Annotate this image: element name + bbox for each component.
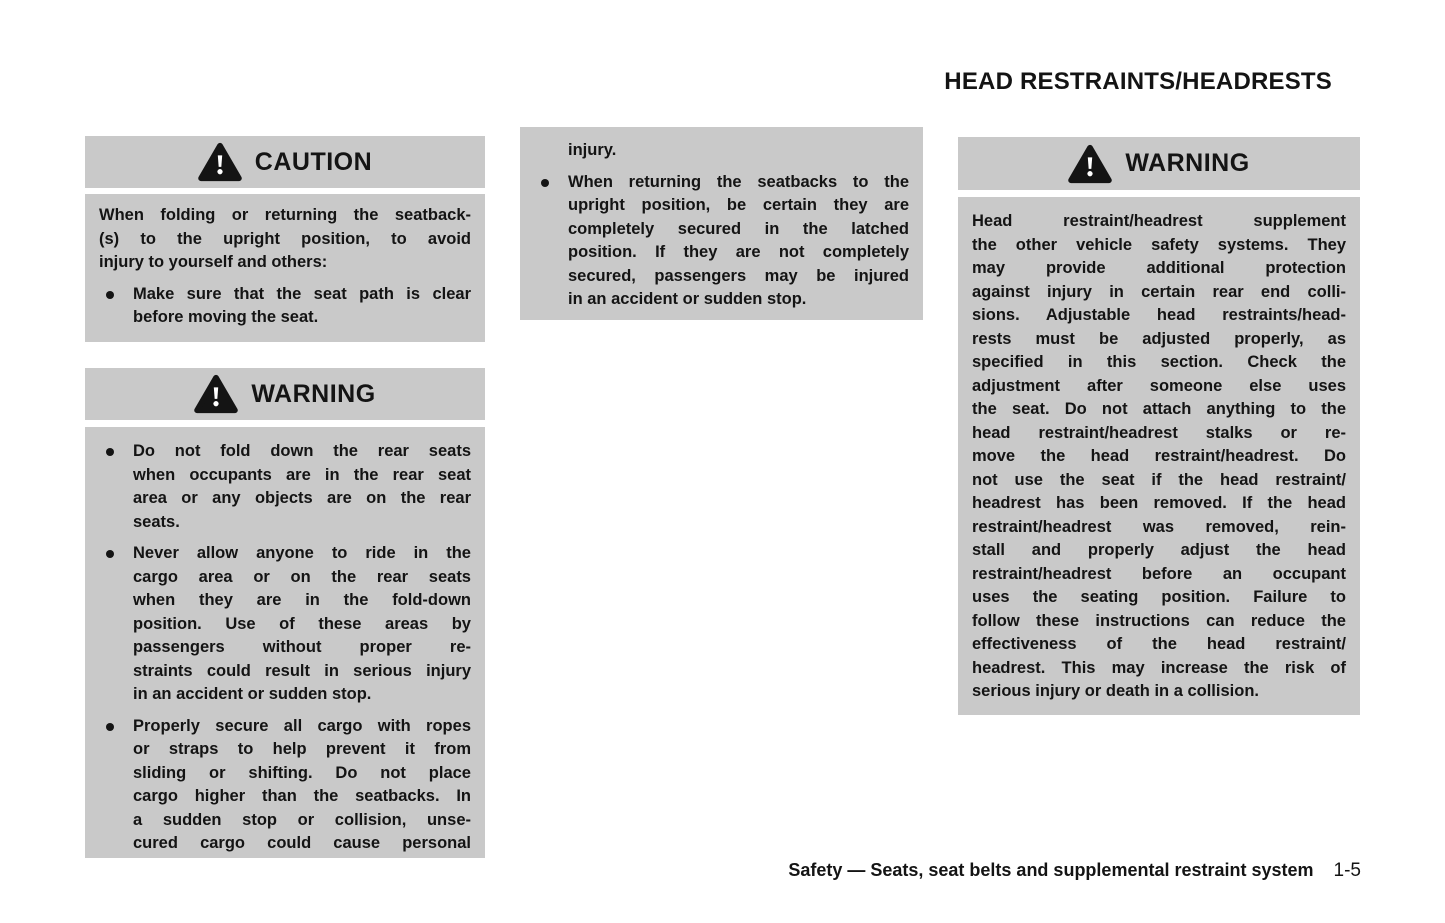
- warning-triangle-icon: [198, 142, 242, 182]
- warning-left-label: WARNING: [251, 379, 376, 408]
- caution-box-header: [85, 136, 485, 188]
- list-item: [99, 715, 471, 856]
- bullet-icon: [541, 179, 549, 187]
- list-item: [99, 440, 471, 534]
- list-item: [534, 171, 909, 312]
- warning-left-bullet-1: Do not fold down the rear seats when occupants are in the rear seat area or any objects are on the rear seats.: [133, 442, 471, 531]
- warning-continuation-box: [520, 127, 923, 320]
- middle-bullet-1: When returning the seatbacks to the upright position, be certain they are completely secured in the latched position. If they are not completely secured, passengers may be injured in an accident or sudden stop.: [568, 172, 909, 308]
- page-footer: [788, 860, 1361, 882]
- caution-intro-paragraph: When folding or returning the seatback- (s) to the upright position, to avoid injury to yourself and others:: [99, 206, 471, 271]
- page-title: HEAD RESTRAINTS/HEADRESTS: [944, 68, 1332, 95]
- caution-box-body: [85, 194, 485, 342]
- warning-box-right-body: [958, 197, 1360, 715]
- caution-label: CAUTION: [254, 147, 373, 176]
- bullet-icon: [106, 723, 114, 731]
- warning-box-left-body: [85, 427, 485, 858]
- warning-box-left-header: [85, 368, 485, 420]
- warning-right-label: WARNING: [1125, 149, 1250, 177]
- footer-section-title: Safety — Seats, seat belts and supplemental restraint system: [788, 860, 1314, 880]
- warning-left-bullet-3: Properly secure all cargo with ropes or straps to help prevent it from sliding or shifting. Do not place cargo higher than the seatbacks. In a sudden stop or collision, unse- cured cargo could cause personal: [133, 716, 471, 852]
- list-item: [99, 542, 471, 707]
- warning-box-right-header: [958, 137, 1360, 190]
- bullet-icon: [106, 550, 114, 558]
- warning-triangle-icon: [1068, 144, 1112, 184]
- warning-right-paragraph: Head restraint/headrest supplement the other vehicle safety systems. They may provide additional protection against injury in certain rear end colli- sions. Adjustable head restraints/head- rests must be adjusted properly, as specified in this section. Check the adjustment after someone else uses the seat. Do not attach anything to the head restraint/headrest stalks or re- move the head restraint/headrest. Do not use the seat if the head restraint/ headrest has been removed. If the head restraint/headrest was removed, rein- stall and properly adjust the head restraint/headrest before an occupant uses the seating position. Failure to follow these instructions can reduce the effectiveness of the head restraint/ headrest. This may increase the risk of serious injury or death in a collision.: [972, 212, 1346, 700]
- warning-triangle-icon: [194, 374, 238, 414]
- bullet-icon: [106, 448, 114, 456]
- footer-page-number: 1-5: [1333, 860, 1361, 881]
- warning-left-bullet-2: Never allow anyone to ride in the cargo area or on the rear seats when they are in the fold-down position. Use of these areas by passengers without proper re- straints could result in serious injury in an accident or sudden stop.: [133, 544, 471, 703]
- list-item: [99, 283, 471, 330]
- bullet-icon: [106, 291, 114, 299]
- continuation-text: injury.: [568, 141, 617, 159]
- caution-bullet-1: Make sure that the seat path is clear before moving the seat.: [133, 284, 471, 326]
